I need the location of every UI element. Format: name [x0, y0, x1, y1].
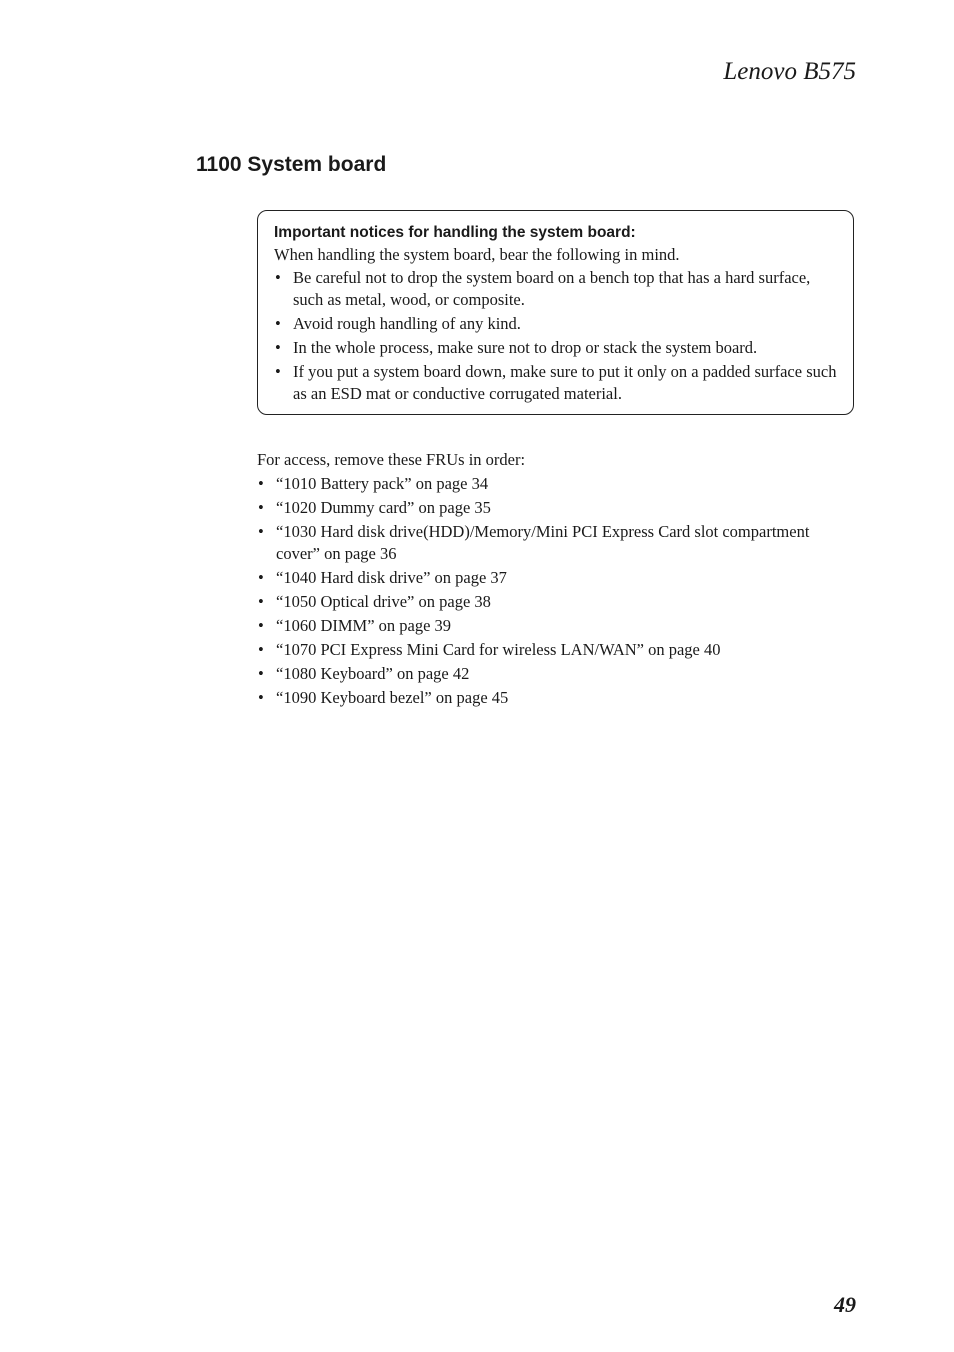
fru-list — [257, 473, 817, 709]
fru-link[interactable]: “1080 Keyboard” on page 42 — [276, 664, 470, 683]
fru-link[interactable]: “1010 Battery pack” on page 34 — [276, 474, 489, 493]
notice-list — [274, 267, 841, 405]
fru-list-item — [257, 497, 817, 519]
notice-item — [274, 313, 841, 335]
section-title: 1100 System board — [196, 153, 387, 176]
bullet-icon: • — [258, 474, 264, 493]
bullet-icon: • — [258, 640, 264, 659]
bullet-icon: • — [258, 688, 264, 707]
fru-link[interactable]: “1090 Keyboard bezel” on page 45 — [276, 688, 509, 707]
notice-title: Important notices for handling the system board: — [274, 224, 636, 241]
access-section — [257, 449, 817, 711]
fru-link[interactable]: “1040 Hard disk drive” on page 37 — [276, 568, 507, 587]
fru-link[interactable]: “1060 DIMM” on page 39 — [276, 616, 452, 635]
notice-item — [274, 337, 841, 359]
fru-list-item — [257, 473, 817, 495]
notice-item-text: Be careful not to drop the system board on a bench top that has a hard surface, such as metal, wood, or composite. — [293, 268, 811, 309]
notice-item — [274, 361, 841, 405]
notice-box — [257, 210, 854, 415]
fru-list-item — [257, 615, 817, 637]
notice-item-text: Avoid rough handling of any kind. — [293, 314, 521, 333]
fru-list-item — [257, 591, 817, 613]
bullet-icon: • — [275, 314, 281, 333]
bullet-icon: • — [258, 592, 264, 611]
bullet-icon: • — [258, 522, 264, 541]
bullet-icon: • — [275, 338, 281, 357]
access-intro: For access, remove these FRUs in order: — [257, 450, 526, 469]
bullet-icon: • — [258, 664, 264, 683]
notice-intro: When handling the system board, bear the following in mind. — [274, 245, 680, 264]
bullet-icon: • — [258, 568, 264, 587]
fru-list-item — [257, 639, 817, 661]
bullet-icon: • — [275, 268, 281, 287]
fru-list-item — [257, 521, 817, 565]
fru-list-item — [257, 567, 817, 589]
fru-list-item — [257, 663, 817, 685]
notice-item-text: In the whole process, make sure not to drop or stack the system board. — [293, 338, 758, 357]
notice-item-text: If you put a system board down, make sure to put it only on a padded surface such as an ESD mat or conductive corrugated material. — [293, 362, 837, 403]
fru-link[interactable]: “1050 Optical drive” on page 38 — [276, 592, 491, 611]
page-header-title: Lenovo B575 — [723, 58, 856, 85]
fru-link[interactable]: “1030 Hard disk drive(HDD)/Memory/Mini PCI Express Card slot compartment cover” on page 36 — [276, 522, 810, 563]
bullet-icon: • — [258, 498, 264, 517]
fru-link[interactable]: “1070 PCI Express Mini Card for wireless LAN/WAN” on page 40 — [276, 640, 721, 659]
bullet-icon: • — [275, 362, 281, 381]
fru-list-item — [257, 687, 817, 709]
page-number: 49 — [834, 1292, 856, 1317]
bullet-icon: • — [258, 616, 264, 635]
notice-item — [274, 267, 841, 311]
fru-link[interactable]: “1020 Dummy card” on page 35 — [276, 498, 491, 517]
